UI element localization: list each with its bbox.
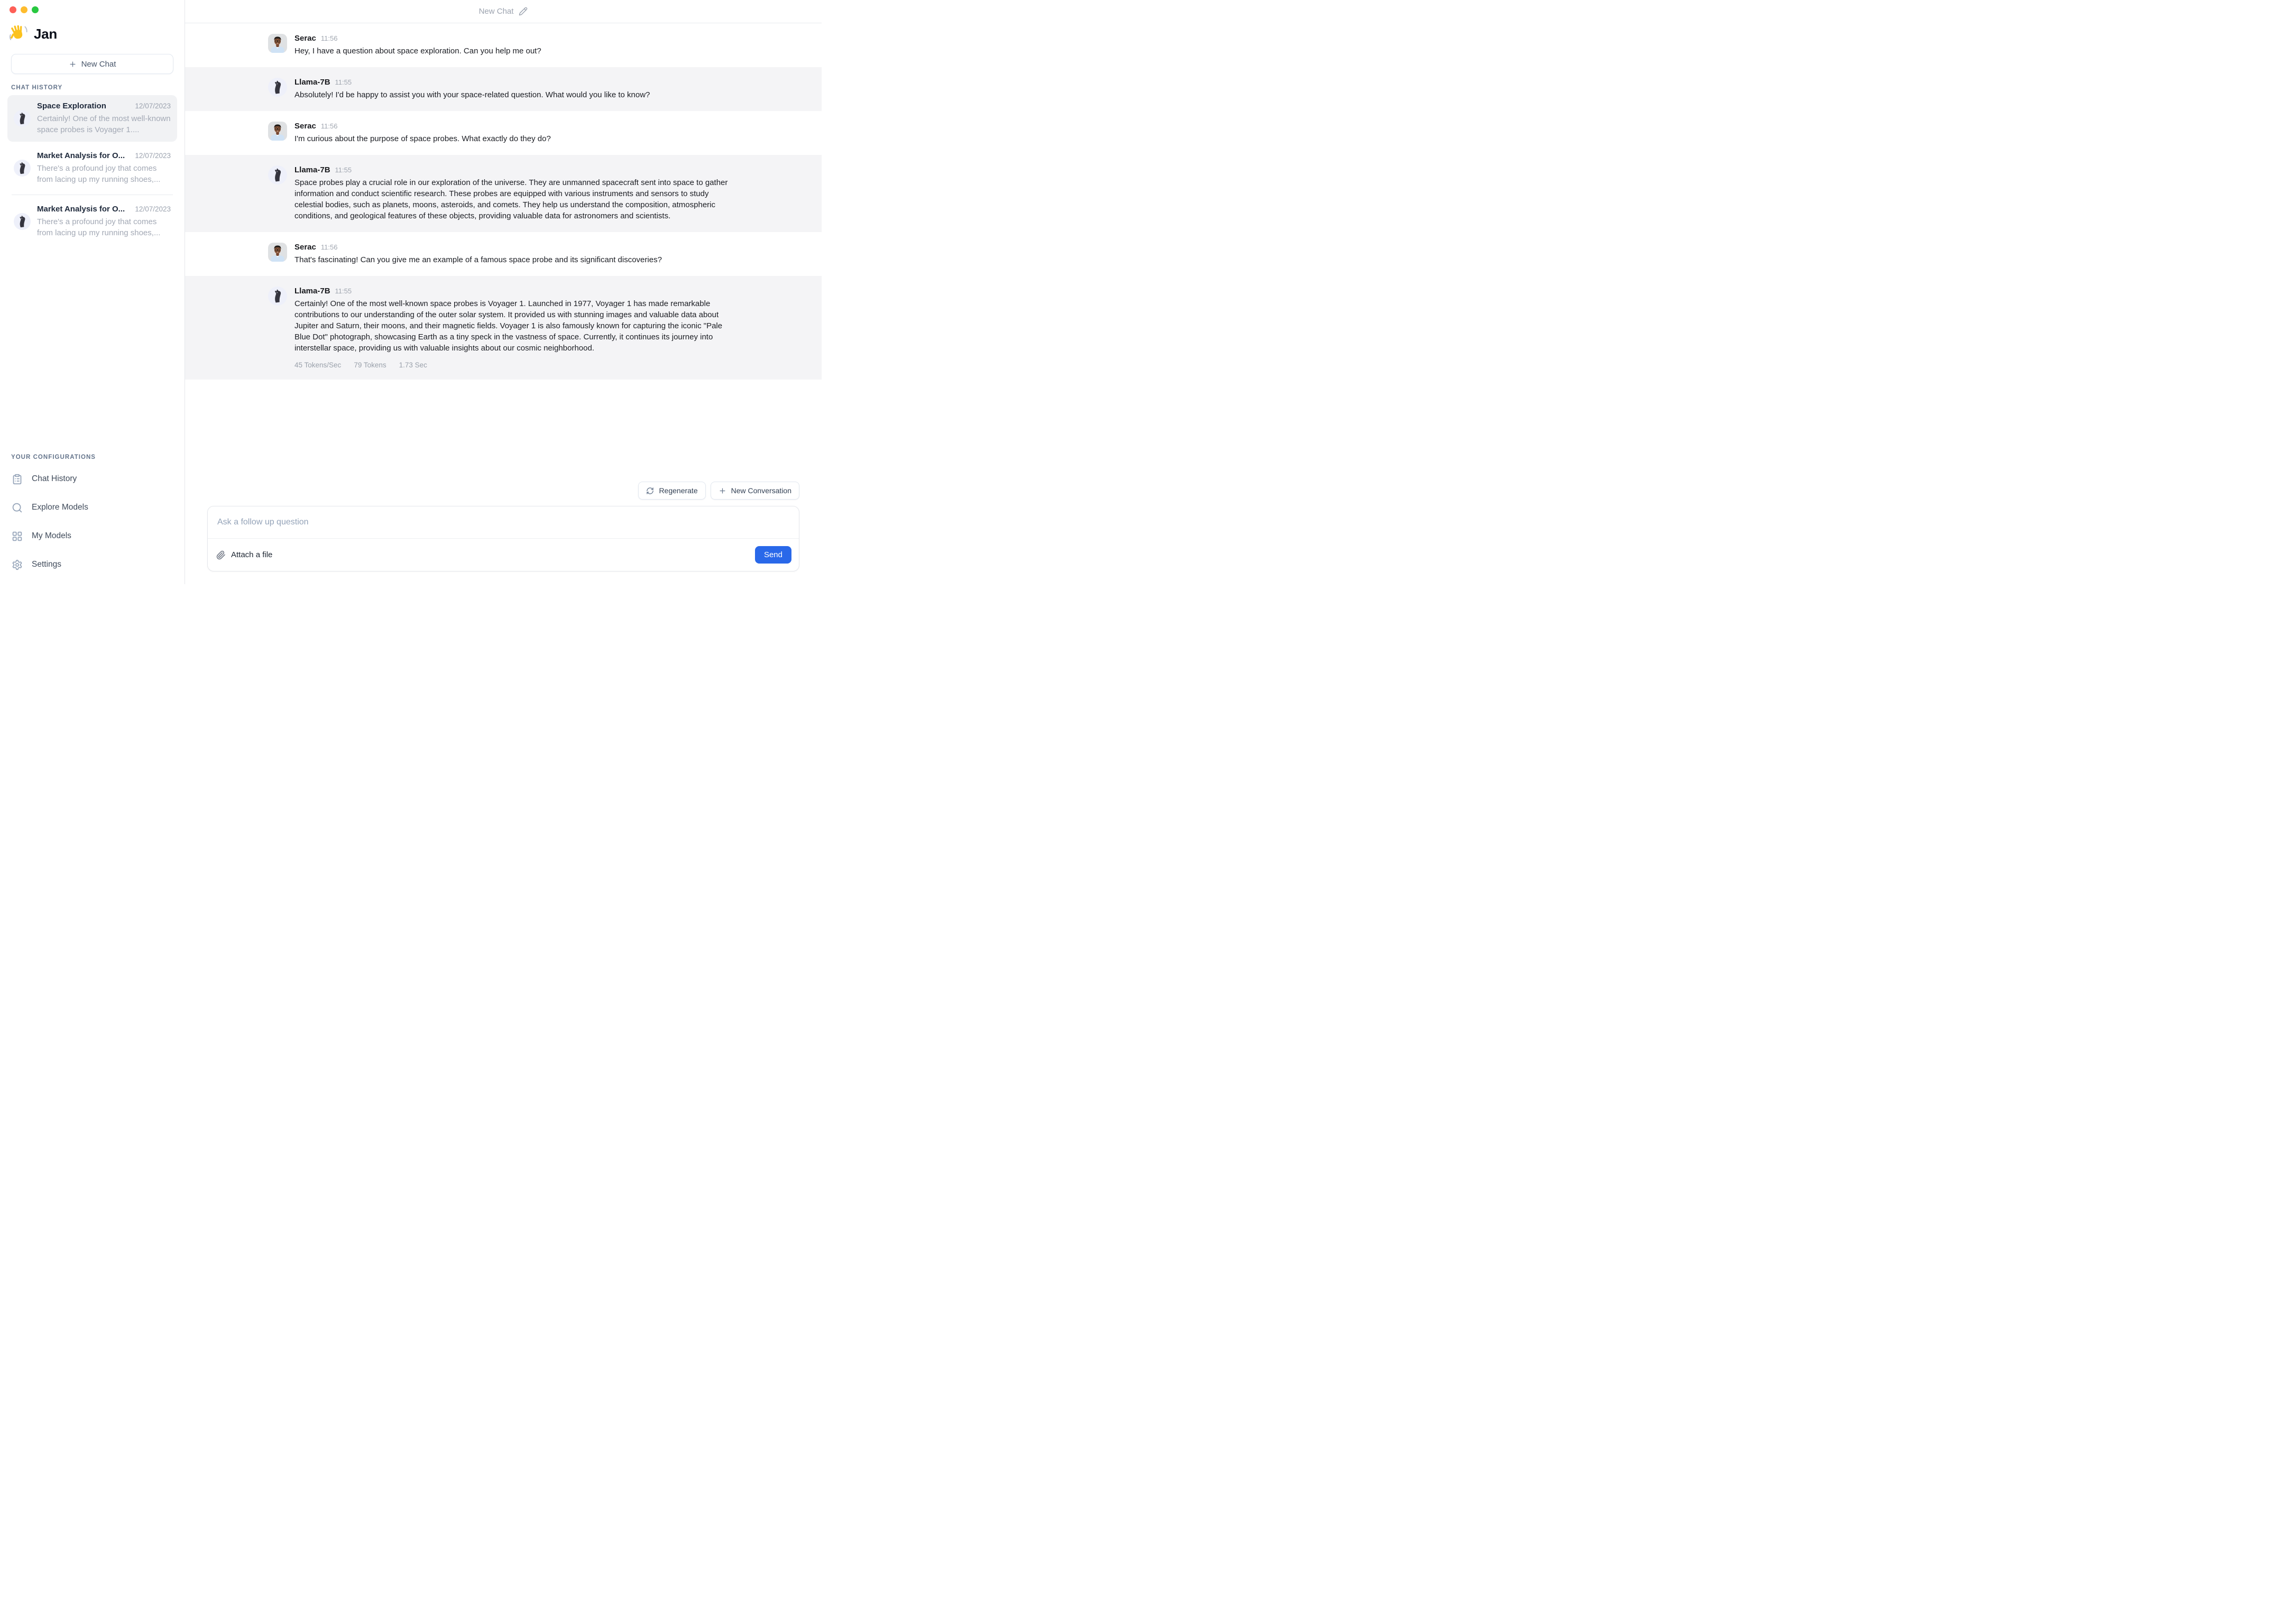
message-assistant xyxy=(185,67,822,111)
message-text: That's fascinating! Can you give me an example of a famous space probe and its significant discoveries? xyxy=(294,255,662,264)
history-item-title: Market Analysis for O... xyxy=(37,151,125,160)
history-item-preview: There's a profound joy that comes from lacing up my running shoes,... xyxy=(37,164,161,184)
chat-history-header: CHAT HISTORY xyxy=(11,85,63,91)
follow-up-input[interactable] xyxy=(208,506,799,538)
send-button[interactable]: Send xyxy=(755,546,791,564)
plus-icon xyxy=(719,487,726,495)
new-conversation-button-label: New Conversation xyxy=(731,486,791,495)
jan-app-window xyxy=(0,0,822,584)
message-list xyxy=(185,23,822,380)
llama-avatar xyxy=(268,78,287,97)
sidebar xyxy=(0,0,185,584)
serac-avatar xyxy=(268,122,287,141)
message-author: Serac xyxy=(294,34,316,43)
page-title: New Chat xyxy=(478,7,514,16)
message-user xyxy=(185,23,822,67)
chat-header xyxy=(185,0,822,23)
waving-hand-icon xyxy=(7,23,30,45)
gear-icon xyxy=(12,559,23,570)
minimize-window-button[interactable] xyxy=(21,6,27,13)
message-user xyxy=(185,111,822,155)
sidebar-item-explore-models[interactable] xyxy=(0,493,185,522)
sidebar-item-label: My Models xyxy=(32,531,71,540)
generation-stats xyxy=(294,361,739,369)
message-text: Space probes play a crucial role in our exploration of the universe. They are unmanned spacecraft sent into space to gather information and conduct scientific research. These probes are equipped with various instruments and sensors to study celestial bodies, such as planets, moons, asteroids, and comets. They help us understand the composition, atmospheric conditions, and geological features of these objects, providing valuable data for astronomers and scientists. xyxy=(294,178,728,220)
history-item-market-analysis-2[interactable] xyxy=(7,198,177,245)
llama-icon xyxy=(14,110,31,127)
history-item-date: 12/07/2023 xyxy=(135,102,171,110)
regenerate-button[interactable] xyxy=(638,482,705,500)
tokens-stat: 79 Tokens xyxy=(354,361,386,369)
clipboard-icon xyxy=(12,474,23,485)
attach-file-label: Attach a file xyxy=(231,550,273,559)
history-item-market-analysis-1[interactable] xyxy=(7,145,177,191)
sidebar-item-label: Settings xyxy=(32,560,62,569)
message-text: Absolutely! I'd be happy to assist you with your space-related question. What would you like to know? xyxy=(294,90,650,99)
message-author: Serac xyxy=(294,122,316,131)
configurations-menu xyxy=(0,465,185,584)
message-text: I'm curious about the purpose of space probes. What exactly do they do? xyxy=(294,134,551,143)
history-item-date: 12/07/2023 xyxy=(135,205,171,213)
plus-icon xyxy=(69,60,77,68)
zoom-window-button[interactable] xyxy=(32,6,39,13)
llama-avatar xyxy=(14,160,31,177)
llama-avatar xyxy=(268,165,287,184)
new-conversation-button[interactable] xyxy=(711,482,799,500)
llama-icon xyxy=(268,78,287,97)
message-text: Certainly! One of the most well-known space probes is Voyager 1. Launched in 1977, Voyager 1 has made remarkable contributions to our understanding of the outer solar system. It provided us with stunning images and valuable data about Jupiter and Saturn, their moons, and their magnetic fields. Voyager 1 is also famously known for capturing the iconic "Pale Blue Dot" photograph, showcasing Earth as a tiny speck in the vastness of space. Currently, it continues its journey into interstellar space, providing us with valuable insights about our cosmic neighborhood. xyxy=(294,299,723,353)
llama-avatar xyxy=(14,110,31,127)
sidebar-item-my-models[interactable] xyxy=(0,522,185,550)
search-icon xyxy=(12,502,23,513)
composer xyxy=(207,482,799,571)
history-item-preview: There's a profound joy that comes from lacing up my running shoes,... xyxy=(37,217,161,237)
new-chat-button[interactable] xyxy=(11,54,173,74)
message-time: 11:55 xyxy=(335,287,352,295)
message-assistant xyxy=(185,155,822,232)
refresh-icon xyxy=(646,487,654,495)
close-window-button[interactable] xyxy=(10,6,16,13)
sidebar-item-label: Chat History xyxy=(32,474,77,483)
history-item-title: Market Analysis for O... xyxy=(37,205,125,214)
history-item-space-exploration[interactable] xyxy=(7,95,177,142)
grid-icon xyxy=(12,531,23,542)
serac-avatar xyxy=(268,243,287,262)
regenerate-button-label: Regenerate xyxy=(659,486,698,495)
duration-stat: 1.73 Sec xyxy=(399,361,427,369)
message-time: 11:56 xyxy=(320,122,338,130)
serac-avatar xyxy=(268,34,287,53)
message-actions xyxy=(207,482,799,500)
sidebar-item-settings[interactable] xyxy=(0,550,185,579)
app-name: Jan xyxy=(34,25,57,42)
llama-icon xyxy=(14,213,31,230)
sidebar-item-label: Explore Models xyxy=(32,503,88,512)
paperclip-icon xyxy=(216,550,226,560)
app-logo xyxy=(7,22,185,45)
chat-history-list xyxy=(0,95,185,248)
llama-icon xyxy=(14,160,31,177)
llama-icon xyxy=(268,165,287,184)
tokens-per-sec-stat: 45 Tokens/Sec xyxy=(294,361,342,369)
message-time: 11:55 xyxy=(335,78,352,86)
message-time: 11:56 xyxy=(320,34,338,42)
history-item-title: Space Exploration xyxy=(37,102,106,110)
llama-avatar xyxy=(268,287,287,306)
chat-area xyxy=(185,0,822,584)
message-input-box xyxy=(207,506,799,571)
message-author: Llama-7B xyxy=(294,165,330,174)
llama-icon xyxy=(268,287,287,306)
window-controls xyxy=(0,6,185,14)
message-author: Serac xyxy=(294,243,316,252)
configurations-header: YOUR CONFIGURATIONS xyxy=(11,454,96,460)
pencil-icon[interactable] xyxy=(519,7,528,16)
message-time: 11:55 xyxy=(335,166,352,174)
message-time: 11:56 xyxy=(320,243,338,251)
new-chat-button-label: New Chat xyxy=(81,59,116,69)
llama-avatar xyxy=(14,213,31,230)
message-author: Llama-7B xyxy=(294,287,330,296)
attach-file-button[interactable] xyxy=(216,550,272,560)
message-user xyxy=(185,232,822,276)
sidebar-item-chat-history[interactable] xyxy=(0,465,185,493)
history-item-date: 12/07/2023 xyxy=(135,152,171,160)
message-author: Llama-7B xyxy=(294,78,330,87)
message-text: Hey, I have a question about space exploration. Can you help me out? xyxy=(294,47,541,56)
history-item-preview: Certainly! One of the most well-known space probes is Voyager 1.... xyxy=(37,114,171,134)
message-assistant xyxy=(185,276,822,380)
